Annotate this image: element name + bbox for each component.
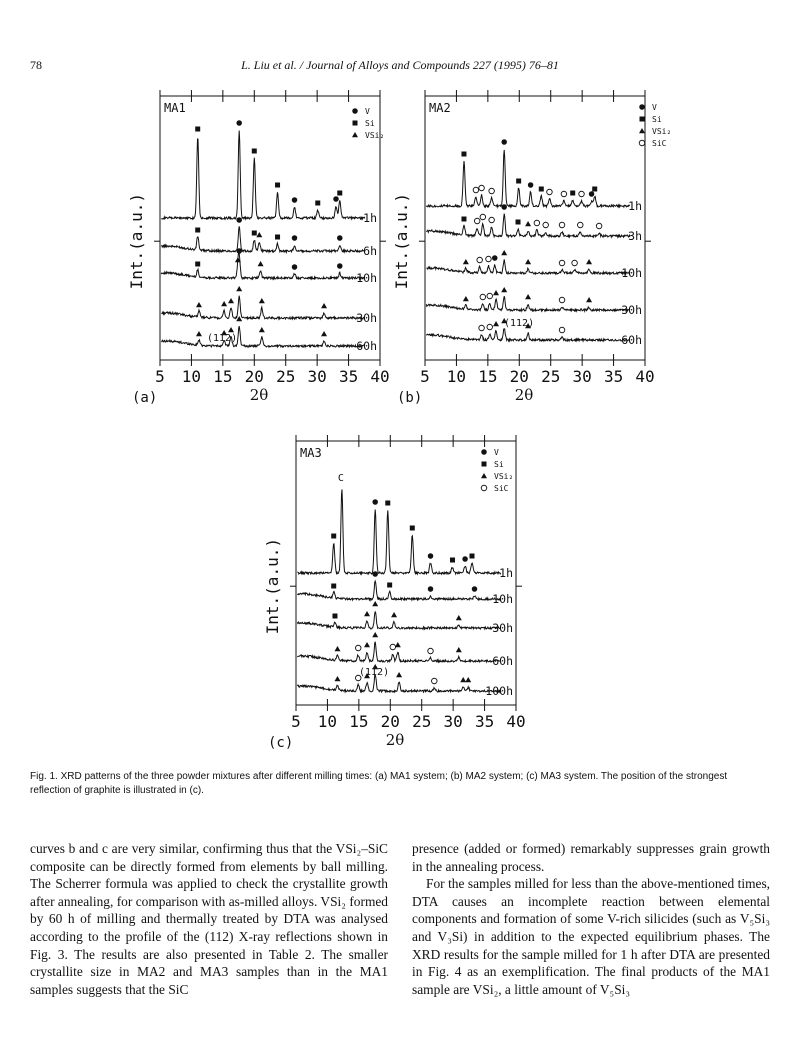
v-marker bbox=[236, 217, 242, 223]
si-marker bbox=[461, 152, 466, 157]
vsi2-marker bbox=[256, 232, 262, 237]
vsi2-marker bbox=[334, 676, 340, 681]
body-column-left bbox=[30, 840, 388, 998]
x-tick-label: 25 bbox=[412, 712, 432, 731]
sic-marker bbox=[579, 191, 585, 197]
running-head: L. Liu et al. / Journal of Alloys and Compounds 227 (1995) 76–81 bbox=[241, 58, 559, 72]
y-axis-label: Int.(a.u.) bbox=[127, 193, 146, 290]
vsi2-marker bbox=[228, 327, 234, 332]
si-marker bbox=[592, 187, 597, 192]
si-marker bbox=[385, 501, 390, 506]
si-marker bbox=[470, 554, 475, 559]
vsi2-marker bbox=[259, 327, 265, 332]
vsi2-marker bbox=[456, 647, 462, 652]
vsi2-marker bbox=[352, 132, 358, 137]
annotation-112: (112) bbox=[359, 667, 390, 678]
x-tick-label: 15 bbox=[478, 367, 498, 386]
vsi2-marker bbox=[396, 672, 402, 677]
sic-marker bbox=[559, 297, 565, 303]
vsi2-marker bbox=[391, 612, 397, 617]
vsi2-marker bbox=[372, 632, 378, 637]
xrd-curve-10h bbox=[297, 581, 501, 600]
legend-label: SiC bbox=[494, 484, 509, 493]
body-paragraph: For the samples milled for less than the above-mentioned times, DTA causes an incomplete reaction between elemental components and formation of some V-rich silicides (such as V₅Si₃ and V₃Si) in addition to the expected equilibrium phases. The XRD results for the sample milled for 1 h after DTA are presented in Fig. 4 as an exemplification. The final products of the MA1 sample are VSi₂, a little amount of V₅Si₃ bbox=[412, 876, 770, 997]
sic-marker bbox=[639, 140, 645, 146]
vsi2-marker bbox=[196, 302, 202, 307]
xrd-curve-30h bbox=[297, 612, 501, 629]
vsi2-marker bbox=[463, 296, 469, 301]
vsi2-marker bbox=[456, 615, 462, 620]
sic-marker bbox=[479, 185, 485, 191]
si-marker bbox=[410, 526, 415, 531]
x-axis-label: 2θ bbox=[514, 386, 534, 404]
sic-marker bbox=[561, 191, 567, 197]
vsi2-marker bbox=[321, 303, 327, 308]
panel-tag: (b) bbox=[397, 390, 423, 406]
curve-label-30h: 30h bbox=[356, 311, 377, 325]
y-axis-label: Int.(a.u.) bbox=[263, 538, 282, 635]
v-marker bbox=[292, 235, 298, 241]
sic-marker bbox=[486, 256, 492, 262]
legend-label: VSi₂ bbox=[365, 131, 385, 140]
si-marker bbox=[640, 117, 645, 122]
v-marker bbox=[428, 553, 434, 559]
curve-label-10h: 10h bbox=[492, 592, 513, 606]
vsi2-marker bbox=[586, 259, 592, 264]
curve-label-60h: 60h bbox=[621, 333, 642, 347]
si-marker bbox=[275, 183, 280, 188]
si-marker bbox=[387, 583, 392, 588]
sic-marker bbox=[477, 257, 483, 263]
xrd-curve-1h bbox=[426, 150, 630, 207]
sic-marker bbox=[355, 645, 361, 651]
curve-label-1h: 1h bbox=[499, 566, 513, 580]
v-marker bbox=[292, 264, 298, 270]
si-marker bbox=[331, 534, 336, 539]
xrd-curve-60h bbox=[426, 329, 630, 341]
vsi2-marker bbox=[460, 677, 466, 682]
vsi2-marker bbox=[196, 331, 202, 336]
vsi2-marker bbox=[372, 601, 378, 606]
xrd-chart-ma3 bbox=[246, 437, 546, 772]
x-tick-label: 20 bbox=[244, 367, 264, 386]
panel-tag: (a) bbox=[132, 390, 158, 406]
vsi2-marker bbox=[525, 259, 531, 264]
xrd-curve-6h bbox=[161, 226, 365, 252]
v-marker bbox=[236, 248, 242, 254]
sic-marker bbox=[572, 260, 578, 266]
vsi2-marker bbox=[258, 261, 264, 266]
vsi2-marker bbox=[364, 642, 370, 647]
sic-marker bbox=[487, 293, 493, 299]
si-marker bbox=[331, 584, 336, 589]
body-paragraph: presence (added or formed) remarkably suppresses grain growth in the annealing process. bbox=[412, 841, 770, 874]
sic-marker bbox=[543, 222, 549, 228]
annotation-112: (112) bbox=[504, 318, 535, 329]
legend-label: Si bbox=[365, 119, 375, 128]
sic-marker bbox=[534, 220, 540, 226]
panel-title: MA3 bbox=[300, 446, 322, 460]
v-marker bbox=[501, 139, 507, 145]
x-tick-label: 10 bbox=[181, 367, 202, 386]
curve-label-10h: 10h bbox=[356, 271, 377, 285]
xrd-curve-30h bbox=[161, 296, 365, 319]
xrd-curve-100h bbox=[297, 675, 501, 692]
vsi2-marker bbox=[321, 331, 327, 336]
figure-caption: Fig. 1. XRD patterns of the three powder mixtures after different milling times: (a) MA1 system; (b) MA2 system; (c) MA3 system. The position of the strongest reflection of graphite is illustrated in (c). bbox=[30, 771, 728, 796]
si-marker bbox=[315, 201, 320, 206]
v-marker bbox=[492, 255, 498, 261]
si-marker bbox=[353, 121, 358, 126]
xrd-chart-ma1 bbox=[110, 88, 400, 423]
legend-label: V bbox=[494, 448, 499, 457]
vsi2-marker bbox=[493, 290, 499, 295]
sic-marker bbox=[432, 678, 438, 684]
vsi2-marker bbox=[465, 677, 471, 682]
vsi2-marker bbox=[639, 128, 645, 133]
vsi2-marker bbox=[221, 301, 227, 306]
v-marker bbox=[428, 586, 434, 592]
xrd-curve-1h bbox=[297, 489, 501, 574]
sic-marker bbox=[480, 214, 486, 220]
v-marker bbox=[481, 449, 487, 455]
si-marker bbox=[252, 149, 257, 154]
si-marker bbox=[539, 187, 544, 192]
panel-tag: (c) bbox=[268, 735, 294, 751]
x-tick-label: 35 bbox=[338, 367, 359, 386]
legend-label: Si bbox=[652, 115, 662, 124]
v-marker bbox=[337, 235, 343, 241]
body-column-right bbox=[412, 840, 770, 998]
legend-label: Si bbox=[494, 460, 504, 469]
panel-title: MA1 bbox=[164, 101, 186, 115]
curve-label-60h: 60h bbox=[492, 654, 513, 668]
vsi2-marker bbox=[586, 297, 592, 302]
x-tick-label: 5 bbox=[291, 712, 301, 731]
curve-label-10h: 10h bbox=[621, 266, 642, 280]
x-tick-label: 35 bbox=[474, 712, 495, 731]
x-tick-label: 30 bbox=[443, 712, 463, 731]
x-axis-label: 2θ bbox=[249, 386, 269, 404]
si-marker bbox=[516, 220, 521, 225]
x-tick-label: 5 bbox=[155, 367, 165, 386]
sic-marker bbox=[596, 223, 602, 229]
x-tick-label: 40 bbox=[635, 367, 655, 386]
x-tick-label: 40 bbox=[506, 712, 526, 731]
v-marker bbox=[372, 571, 378, 577]
x-tick-label: 25 bbox=[276, 367, 296, 386]
vsi2-marker bbox=[236, 286, 242, 291]
sic-marker bbox=[487, 324, 493, 330]
si-marker bbox=[482, 462, 487, 467]
x-tick-label: 10 bbox=[317, 712, 338, 731]
curve-label-30h: 30h bbox=[492, 621, 513, 635]
vsi2-marker bbox=[525, 221, 531, 226]
curve-label-30h: 30h bbox=[621, 303, 642, 317]
vsi2-marker bbox=[525, 294, 531, 299]
si-marker bbox=[516, 179, 521, 184]
sic-marker bbox=[474, 218, 480, 224]
sic-marker bbox=[489, 217, 495, 223]
legend-label: V bbox=[365, 107, 370, 116]
v-marker bbox=[292, 197, 298, 203]
graphite-marker: C bbox=[337, 473, 344, 484]
y-axis-label: Int.(a.u.) bbox=[392, 193, 411, 290]
x-tick-label: 20 bbox=[509, 367, 529, 386]
si-marker bbox=[332, 614, 337, 619]
x-tick-label: 15 bbox=[349, 712, 369, 731]
legend-label: VSi₂ bbox=[652, 127, 672, 136]
vsi2-marker bbox=[501, 250, 507, 255]
x-tick-label: 35 bbox=[603, 367, 624, 386]
curve-label-3h: 3h bbox=[628, 229, 642, 243]
vsi2-marker bbox=[463, 259, 469, 264]
si-marker bbox=[195, 262, 200, 267]
si-marker bbox=[337, 191, 342, 196]
sic-marker bbox=[481, 485, 487, 491]
sic-marker bbox=[547, 189, 553, 195]
si-marker bbox=[450, 558, 455, 563]
xrd-curve-1h bbox=[161, 131, 365, 220]
x-axis-label: 2θ bbox=[385, 731, 405, 749]
v-marker bbox=[236, 120, 242, 126]
panel-title: MA2 bbox=[429, 101, 451, 115]
v-marker bbox=[462, 556, 468, 562]
sic-marker bbox=[390, 644, 396, 650]
x-tick-label: 5 bbox=[420, 367, 430, 386]
legend-label: VSi₂ bbox=[494, 472, 514, 481]
sic-marker bbox=[479, 325, 485, 331]
v-marker bbox=[501, 204, 507, 210]
x-tick-label: 30 bbox=[572, 367, 592, 386]
vsi2-marker bbox=[481, 473, 487, 478]
si-marker bbox=[570, 191, 575, 196]
annotation-112: (112) bbox=[207, 333, 238, 344]
vsi2-marker bbox=[334, 646, 340, 651]
page-number: 78 bbox=[30, 58, 42, 72]
sic-marker bbox=[559, 327, 565, 333]
vsi2-marker bbox=[228, 298, 234, 303]
vsi2-marker bbox=[259, 298, 265, 303]
x-tick-label: 15 bbox=[213, 367, 233, 386]
sic-marker bbox=[559, 260, 565, 266]
sic-marker bbox=[578, 222, 584, 228]
si-marker bbox=[195, 228, 200, 233]
x-tick-label: 30 bbox=[307, 367, 327, 386]
v-marker bbox=[337, 263, 343, 269]
vsi2-marker bbox=[364, 611, 370, 616]
xrd-chart-ma2 bbox=[393, 88, 693, 423]
sic-marker bbox=[559, 222, 565, 228]
sic-marker bbox=[480, 294, 486, 300]
curve-label-6h: 6h bbox=[363, 244, 377, 258]
v-marker bbox=[639, 104, 645, 110]
sic-marker bbox=[428, 648, 434, 654]
v-marker bbox=[589, 191, 595, 197]
si-marker bbox=[461, 217, 466, 222]
vsi2-marker bbox=[493, 321, 499, 326]
legend-label: SiC bbox=[652, 139, 667, 148]
si-marker bbox=[195, 127, 200, 132]
v-marker bbox=[333, 196, 339, 202]
v-marker bbox=[472, 586, 478, 592]
x-tick-label: 40 bbox=[370, 367, 390, 386]
v-marker bbox=[528, 182, 534, 188]
x-tick-label: 25 bbox=[541, 367, 561, 386]
x-tick-label: 20 bbox=[380, 712, 400, 731]
curve-label-1h: 1h bbox=[628, 199, 642, 213]
curve-label-60h: 60h bbox=[356, 339, 377, 353]
curve-label-1h: 1h bbox=[363, 211, 377, 225]
sic-marker bbox=[489, 188, 495, 194]
v-marker bbox=[372, 499, 378, 505]
x-tick-label: 10 bbox=[446, 367, 467, 386]
v-marker bbox=[352, 108, 358, 114]
vsi2-marker bbox=[501, 287, 507, 292]
si-marker bbox=[252, 231, 257, 236]
body-paragraph: curves b and c are very similar, confirming thus that the VSi₂–SiC composite can be directly formed from elements by ball milling. The Scherrer formula was applied to check the crystallite growth after annealing, for comparison with as-milled alloys. VSi₂ formed by 60 h of milling and thermally treated by DTA was analysed according to the profile of the (112) X-ray reflections shown in Fig. 3. The results are also presented in Table 2. The smaller crystallite size in MA2 and MA3 samples than in the MA1 samples suggests that the SiC bbox=[30, 841, 388, 997]
sic-marker bbox=[473, 187, 479, 193]
vsi2-marker bbox=[395, 642, 401, 647]
curve-label-100h: 100h bbox=[485, 684, 513, 698]
legend-label: V bbox=[652, 103, 657, 112]
si-marker bbox=[275, 235, 280, 240]
